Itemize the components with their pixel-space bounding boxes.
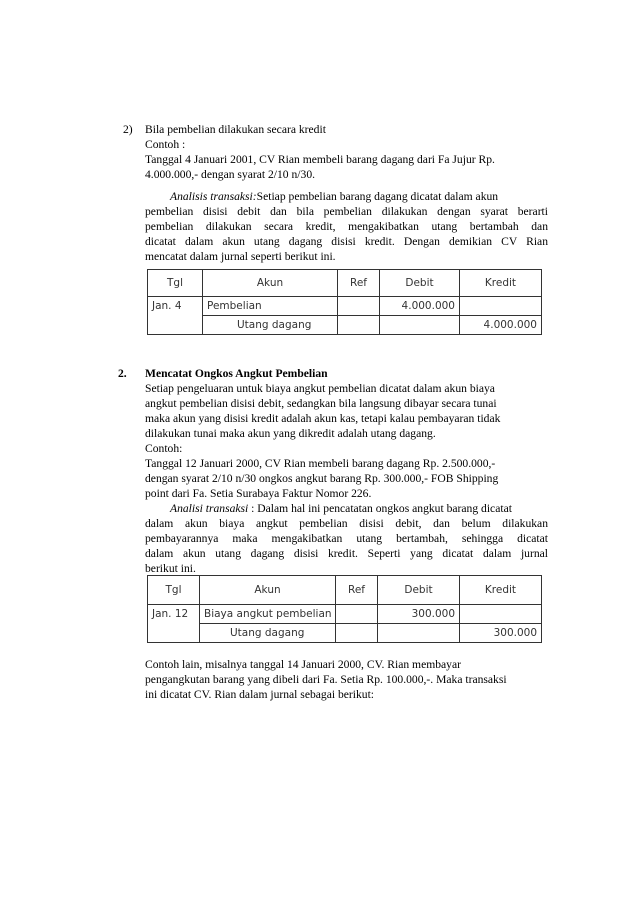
table-row (148, 624, 542, 643)
section1-example-line: 4.000.000,- dengan syarat 2/10 n/30. (145, 168, 316, 181)
cell-tgl (148, 316, 203, 335)
section2-analysis-first-line (170, 501, 512, 516)
header-kredit: Kredit (460, 576, 542, 605)
cell-kredit (460, 605, 542, 624)
cell-ref (336, 605, 378, 624)
table-header-row (148, 576, 542, 605)
section2-analysis-line: pembayarannya maka mengakibatkan utang bertambah, sehingga dicatat (145, 532, 548, 545)
cell-akun: Biaya angkut pembelian (200, 605, 336, 624)
section1-example-line: Tanggal 4 Januari 2001, CV Rian membeli barang dagang dari Fa Jujur Rp. (145, 153, 495, 166)
section1-title: Bila pembelian dilakukan secara kredit (145, 123, 326, 136)
section2-example-line: Tanggal 12 Januari 2000, CV Rian membeli barang dagang Rp. 2.500.000,- (145, 457, 496, 470)
cell-tgl: Jan. 12 (148, 605, 200, 624)
cell-debit: 300.000 (378, 605, 460, 624)
journal-table-2 (147, 575, 542, 643)
cell-kredit (460, 297, 542, 316)
table-header-row (148, 270, 542, 297)
section1-example-label: Contoh : (145, 138, 186, 151)
section2-example-label: Contoh: (145, 442, 183, 455)
closing-line: ini dicatat CV. Rian dalam jurnal sebagai berikut: (145, 688, 375, 701)
header-debit: Debit (378, 576, 460, 605)
table-row (148, 605, 542, 624)
section1-analysis-first-line (170, 189, 548, 204)
cell-ref (338, 297, 380, 316)
section2-number: 2. (118, 367, 127, 380)
cell-debit: 4.000.000 (380, 297, 460, 316)
header-akun: Akun (203, 270, 338, 297)
section1-analysis-line: dicatat dalam akun utang dagang disisi kredit. Dengan demikian CV Rian (145, 235, 548, 248)
table-row (148, 316, 542, 335)
section2-analysis-line: dalam akun utang dagang disisi kredit. Seperti yang dicatat dalam jurnal (145, 547, 548, 560)
section2-analysis-line: dalam akun biaya angkut pembelian disisi debit, dan belum dilakukan (145, 517, 548, 530)
header-kredit: Kredit (460, 270, 542, 297)
cell-akun: Utang dagang (200, 624, 336, 643)
cell-ref (336, 624, 378, 643)
section2-example-line: point dari Fa. Setia Surabaya Faktur Nomor 226. (145, 487, 372, 500)
header-ref: Ref (338, 270, 380, 297)
cell-tgl (148, 624, 200, 643)
section2-title: Mencatat Ongkos Angkut Pembelian (145, 367, 328, 380)
section1-analysis-line: pembelian dilakukan secara kredit, mengakibatkan utang bertambah dan (145, 220, 548, 233)
cell-akun: Pembelian (203, 297, 338, 316)
table-row (148, 297, 542, 316)
analysis-text: Setiap pembelian barang dagang dicatat dalam akun (256, 190, 499, 203)
section2-para-line: angkut pembelian disisi debit, sedangkan bila langsung dibayar secara tunai (145, 397, 497, 410)
section1-analysis-line: pembelian disisi debit dan bila pembelian dilakukan dengan syarat berarti (145, 205, 548, 218)
cell-debit (378, 624, 460, 643)
header-debit: Debit (380, 270, 460, 297)
header-akun: Akun (200, 576, 336, 605)
cell-kredit: 4.000.000 (460, 316, 542, 335)
analysis-label: Analisi transaksi (170, 502, 249, 515)
section1-analysis-line: mencatat dalam jurnal seperti berikut ini. (145, 250, 336, 263)
cell-kredit: 300.000 (460, 624, 542, 643)
section2-analysis-line: berikut ini. (145, 562, 196, 575)
cell-tgl: Jan. 4 (148, 297, 203, 316)
section2-para-line: Setiap pengeluaran untuk biaya angkut pembelian dicatat dalam akun biaya (145, 382, 495, 395)
header-tgl: Tgl (148, 270, 203, 297)
item-number-2: 2) (123, 123, 133, 136)
section2-example-line: dengan syarat 2/10 n/30 ongkos angkut barang Rp. 300.000,- FOB Shipping (145, 472, 499, 485)
closing-line: pengangkutan barang yang dibeli dari Fa. Setia Rp. 100.000,-. Maka transaksi (145, 673, 507, 686)
closing-line: Contoh lain, misalnya tanggal 14 Januari 2000, CV. Rian membayar (145, 658, 461, 671)
cell-ref (338, 316, 380, 335)
section2-para-line: maka akun yang disisi kredit adalah akun kas, tetapi kalau pembayaran tidak (145, 412, 501, 425)
analysis-label: Analisis transaksi: (170, 190, 257, 203)
section2-para-line: dilakukan tunai maka akun yang dikredit adalah utang dagang. (145, 427, 436, 440)
cell-akun: Utang dagang (203, 316, 338, 335)
journal-table-1 (147, 269, 542, 335)
analysis-text: : Dalam hal ini pencatatan ongkos angkut barang dicatat (248, 502, 512, 515)
header-ref: Ref (336, 576, 378, 605)
header-tgl: Tgl (148, 576, 200, 605)
cell-debit (380, 316, 460, 335)
